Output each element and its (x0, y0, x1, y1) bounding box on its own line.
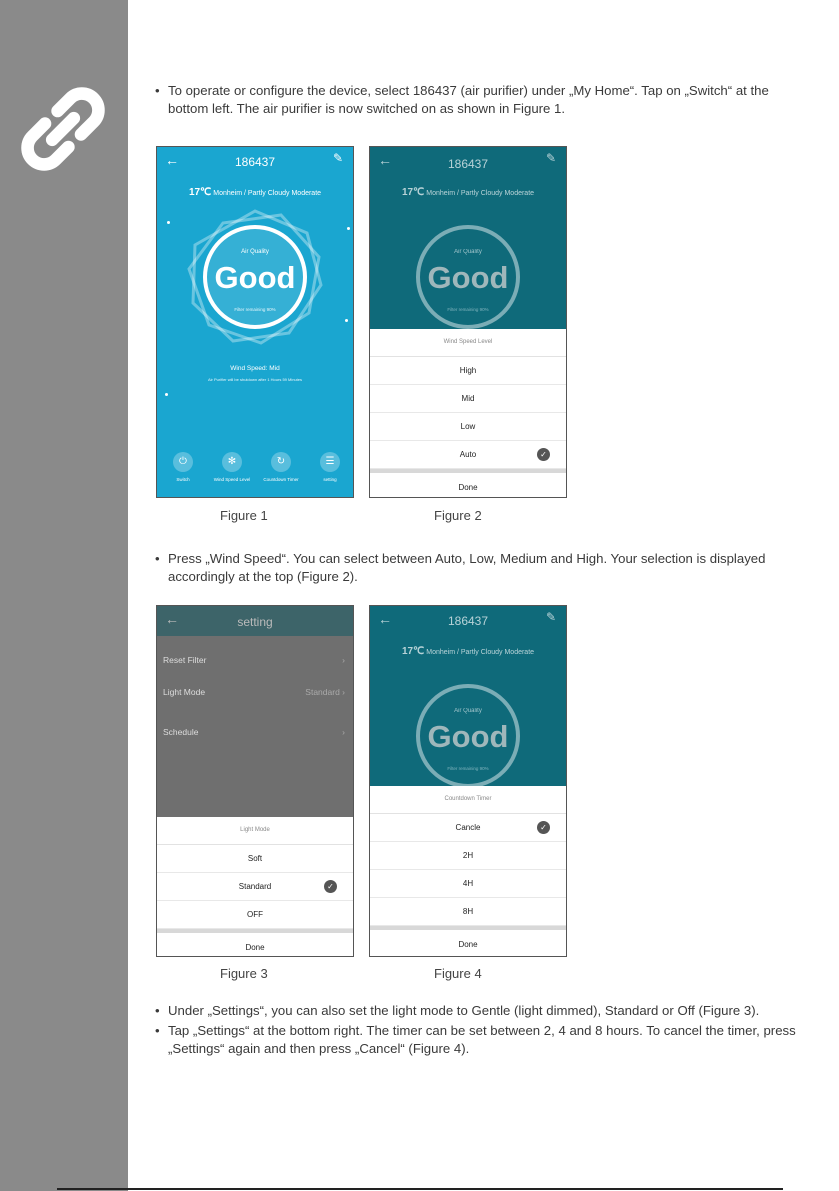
fan-icon: ✻ (222, 452, 242, 472)
settings-header (157, 606, 353, 636)
settings-title: setting (237, 615, 273, 629)
option-low[interactable]: Low (370, 413, 566, 441)
temperature: 17℃ (401, 646, 425, 657)
check-icon: ✓ (324, 880, 337, 893)
edit-icon[interactable]: ✎ (545, 151, 556, 165)
figure-1-caption: Figure 1 (220, 508, 268, 523)
footer-rule (57, 1188, 783, 1190)
timer-text: Tap „Settings“ at the bottom right. The timer can be set between 2, 4 and 8 hours. To cancel the timer, press „Settings“ again and then press „Cancel“ (Figure 4). (168, 1023, 796, 1056)
bottom-nav (157, 452, 353, 492)
weather-location: Monheim / Partly Cloudy (426, 649, 503, 656)
done-button[interactable]: Done (458, 483, 478, 492)
weather-location: Monheim / Partly Cloudy (213, 190, 290, 197)
done-button[interactable]: Done (245, 943, 265, 952)
wind-speed-status: Wind Speed: Mid (230, 365, 280, 372)
light-mode-value: Standard (305, 687, 340, 697)
device-title: 186437 (234, 155, 276, 169)
power-icon: ⏻ (173, 452, 193, 472)
app-header (370, 606, 566, 636)
nav-label: Switch (176, 477, 190, 482)
bullet: • (155, 1003, 160, 1018)
app-header (157, 147, 353, 177)
air-quality-value: Good (427, 260, 509, 295)
air-index: Moderate (291, 190, 322, 197)
check-icon: ✓ (537, 821, 550, 834)
schedule-row[interactable]: Schedule › (163, 727, 345, 737)
intro-paragraph (155, 82, 798, 118)
weather-line (370, 646, 566, 657)
option-standard[interactable]: Standard ✓ (157, 873, 353, 901)
sheet-title: Wind Speed Level (370, 329, 566, 357)
bullet: • (155, 551, 160, 566)
nav-label: Wind Speed Level (213, 477, 251, 482)
wind-paragraph (155, 550, 798, 586)
decor-dot (345, 319, 348, 322)
option-cancel[interactable]: Cancle ✓ (370, 814, 566, 842)
air-quality-label: Air Quality (241, 249, 269, 255)
sheet-title: Countdown Timer (370, 786, 566, 814)
intro-text: To operate or configure the device, select 186437 (air purifier) under „My Home“. Tap on „Switch“ at the bottom left. The air purifier is now switched on as shown in Figure 1. (168, 83, 769, 116)
weather-line (157, 187, 353, 198)
weather-line (370, 187, 566, 198)
nav-label: setting (323, 477, 337, 482)
option-4h[interactable]: 4H (370, 870, 566, 898)
figure-2-screenshot (369, 146, 567, 498)
bullet: • (155, 1023, 160, 1038)
reset-filter-row[interactable]: Reset Filter › (163, 655, 345, 665)
bullet: • (155, 83, 160, 98)
air-index: Moderate (504, 190, 535, 197)
shutdown-note: Air Purifier will be shutdown after 1 Hours 59 Minutes (207, 377, 303, 382)
temperature: 17℃ (188, 187, 212, 198)
nav-label: Countdown Timer (263, 477, 299, 482)
app-header (370, 147, 566, 177)
figure-2-caption: Figure 2 (434, 508, 482, 523)
option-2h[interactable]: 2H (370, 842, 566, 870)
decor-dot (165, 393, 168, 396)
option-mid[interactable]: Mid (370, 385, 566, 413)
light-mode-sheet (157, 817, 353, 957)
sheet-title: Light Mode (157, 817, 353, 845)
filter-remaining: Filter remaining 90% (447, 307, 489, 312)
figure-3-screenshot (156, 605, 354, 957)
sidebar-band (0, 0, 128, 1191)
air-quality-label: Air Quality (454, 249, 482, 255)
link-icon (18, 84, 108, 174)
check-icon: ✓ (537, 448, 550, 461)
air-index: Moderate (504, 649, 535, 656)
wind-speed-sheet (370, 329, 566, 498)
back-arrow-icon[interactable]: ← (165, 611, 179, 627)
temperature: 17℃ (401, 187, 425, 198)
device-title: 186437 (447, 614, 489, 628)
option-high[interactable]: High (370, 357, 566, 385)
setting-button[interactable] (306, 452, 354, 482)
timer-paragraph (155, 1022, 798, 1058)
filter-remaining: Filter remaining 90% (234, 307, 276, 312)
filter-remaining: Filter remaining 90% (447, 766, 489, 771)
figure-4-caption: Figure 4 (434, 966, 482, 981)
settings-text: Under „Settings“, you can also set the light mode to Gentle (light dimmed), Standard or Off (Figure 3). (168, 1003, 760, 1018)
air-quality-label: Air Quality (454, 708, 482, 714)
back-arrow-icon[interactable]: ← (378, 611, 392, 627)
figure-4-screenshot (369, 605, 567, 957)
figure-3-caption: Figure 3 (220, 966, 268, 981)
weather-location: Monheim / Partly Cloudy (426, 190, 503, 197)
switch-button[interactable] (159, 452, 207, 482)
decor-dot (167, 221, 170, 224)
countdown-timer-button[interactable] (257, 452, 305, 482)
wind-speed-button[interactable] (208, 452, 256, 482)
air-quality-value: Good (427, 719, 509, 754)
option-off[interactable]: OFF (157, 901, 353, 929)
edit-icon[interactable]: ✎ (545, 610, 556, 624)
edit-icon[interactable]: ✎ (332, 151, 343, 165)
settings-icon: ☰ (320, 452, 340, 472)
wind-text: Press „Wind Speed“. You can select between Auto, Low, Medium and High. Your selection is displayed accordingly at the top (Figure 2). (168, 551, 766, 584)
option-8h[interactable]: 8H (370, 898, 566, 926)
back-arrow-icon[interactable]: ← (165, 152, 179, 168)
countdown-timer-sheet (370, 786, 566, 957)
device-title: 186437 (447, 157, 489, 171)
light-mode-row[interactable]: Light Mode Standard › (163, 687, 345, 697)
option-auto[interactable]: Auto ✓ (370, 441, 566, 469)
back-arrow-icon[interactable]: ← (378, 152, 392, 168)
air-quality-value: Good (214, 260, 296, 295)
decor-dot (347, 227, 350, 230)
settings-paragraph (155, 1002, 798, 1020)
figure-1-screenshot (156, 146, 354, 498)
timer-icon: ↻ (271, 452, 291, 472)
option-soft[interactable]: Soft (157, 845, 353, 873)
done-button[interactable]: Done (458, 940, 478, 949)
